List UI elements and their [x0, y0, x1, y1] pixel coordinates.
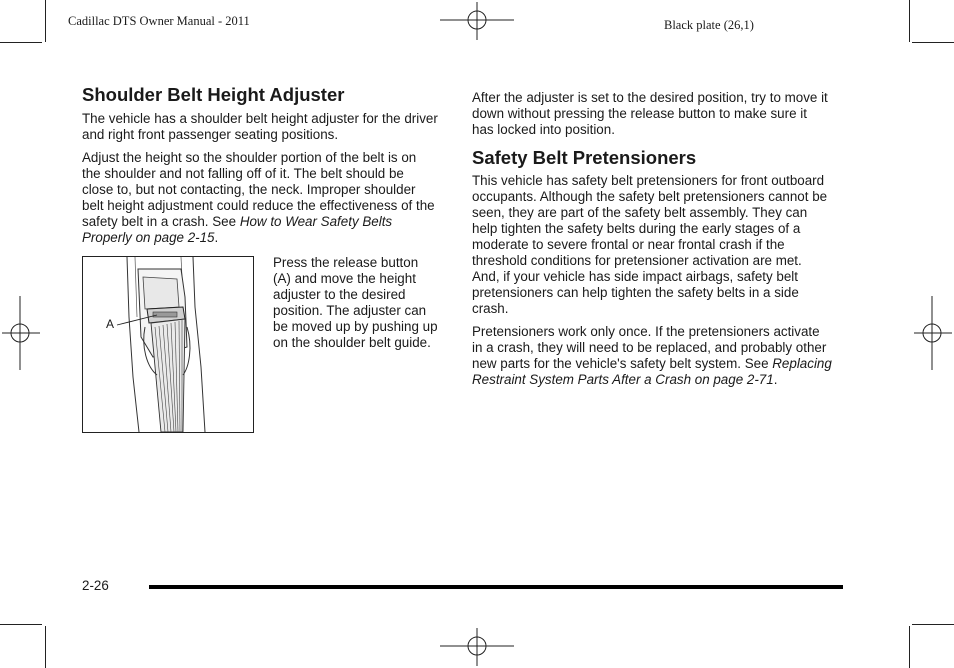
cross-reference: How to Wear Safety Belts Properly on page 2-15: [82, 214, 393, 245]
paragraph: After the adjuster is set to the desired position, try to move it down without pressing the release button to make sure it has locked into position.: [472, 90, 828, 137]
crop-mark: [912, 42, 954, 43]
paragraph-end: .: [773, 372, 778, 387]
figure-label-a: A: [106, 317, 115, 331]
registration-mark-top: [440, 0, 514, 42]
figure-caption: [273, 255, 439, 351]
paragraph: [472, 324, 832, 388]
right-column: [472, 90, 832, 388]
belt-adjuster-figure: [82, 256, 254, 433]
header-right: Black plate (26,1): [664, 18, 754, 32]
paragraph: [82, 150, 438, 246]
registration-mark-right: [912, 296, 954, 370]
header-left: Cadillac DTS Owner Manual - 2011: [68, 14, 250, 28]
crop-mark: [912, 624, 954, 625]
paragraph: This vehicle has safety belt pretensioners for front outboard occupants. Although the safety belt pretensioners cannot be seen, they are part of the safety belt assembly. They can help tighten the safety belts during the early stages of a moderate to severe frontal or near frontal crash if the threshold conditions for pretensioner activation are met. And, if your vehicle has side impact airbags, safety belt pretensioners can help tighten the safety belts in a side crash.: [472, 173, 828, 316]
crop-mark: [0, 624, 42, 625]
belt-adjuster-illustration: [83, 257, 253, 432]
crop-mark: [45, 0, 46, 42]
crop-mark: [45, 626, 46, 668]
figure-caption-text: Press the release button (A) and move the height adjuster to the desired position. The adjuster can be moved up by pushing up on the shoulder belt guide.: [273, 255, 438, 350]
footer-rule: [149, 585, 843, 589]
registration-mark-bottom: [440, 626, 514, 668]
section-title-pretensioners: Safety Belt Pretensioners: [472, 147, 697, 168]
paragraph-end: .: [214, 230, 219, 245]
paragraph-text: Pretensioners work only once. If the pretensioners activate in a crash, they will need to be replaced, and probably other new parts for the vehicle's safety belt system. See: [472, 324, 827, 371]
page-number: 2-26: [82, 578, 109, 593]
section-title-shoulder-belt: Shoulder Belt Height Adjuster: [82, 84, 345, 105]
crop-mark: [909, 626, 910, 668]
registration-mark-left: [0, 296, 42, 370]
paragraph: The vehicle has a shoulder belt height adjuster for the driver and right front passenger seating positions.: [82, 111, 438, 142]
cross-reference: Replacing Restraint System Parts After a Crash on page 2-71: [472, 356, 832, 387]
crop-mark: [909, 0, 910, 42]
left-column: [82, 84, 438, 246]
paragraph-text: Adjust the height so the shoulder portion of the belt is on the shoulder and not falling off of it. The belt should be close to, but not contacting, the neck. Improper shoulder belt height adjustment could reduce the effectiveness of the safety belt in a crash. See: [82, 150, 435, 229]
crop-mark: [0, 42, 42, 43]
